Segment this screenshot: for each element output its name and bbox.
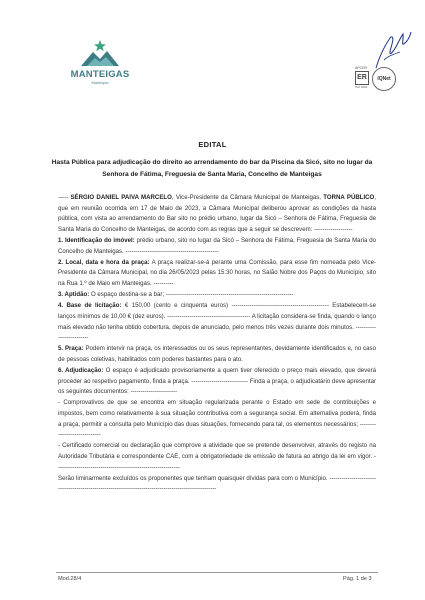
section-label: 3. Aptidão: [58, 291, 90, 299]
section-label: 2. Local, data e hora da praça: [58, 258, 150, 266]
intro-paragraph [58, 193, 376, 235]
certification-badges [355, 62, 415, 96]
apcer-label: APCER [355, 66, 368, 70]
section-text: O espaço destina-se a bar; --------------------------------------------------------------- [89, 291, 294, 299]
section-label: 1. Identificação do imóvel: [58, 236, 135, 244]
section-text: Podem intervir na praça, os interessados ou os seus representantes, devidamente identificados e, no caso de pessoas coletivas, habilitados com poderes bastantes para o ato. [58, 345, 376, 363]
section-text: € 150,00 (cento e cinquenta euros) ------------------------------------------------ Estabelecem-se lanços mínimos de 10,00 € (dez euros). ----------------------------------------- A licitação considera-se finda, quando o lanço mais elevado não tenha obtido cobertura, depois de anunciado, pelo menos três vezes durante dois minutos. ------------------------- [58, 302, 376, 342]
form-model-label: Mod.28/4 [58, 576, 82, 582]
document-title: EDITAL [198, 140, 227, 149]
section-4 [58, 301, 376, 343]
iqnet-badge: IQNet [372, 67, 396, 91]
section-3 [58, 290, 376, 301]
intro-text-1: , Vice-Presidente da Câmara Municipal de Manteigas, [171, 194, 324, 201]
municipality-logo [68, 38, 132, 98]
section-text: prédio urbano, sito no lugar da Sicó – Senhora de Fátima, Freguesia de Santa Maria do Concelho de Manteigas. ---------------------------------------------- [58, 236, 376, 255]
er-badge: ER [355, 71, 369, 85]
section-5 [58, 344, 376, 365]
logo-wordmark: MANTEIGAS [70, 69, 130, 80]
official-name: SÉRGIO DANIEL PAIVA MARCELO [70, 194, 172, 201]
intro-text-2: , que em reunião ocorrida em 17 de Maio de 2023, a Câmara Municipal deliberou aprovar as condições da hasta pública, com vista ao arrendamento do Bar sito no prédio urbano, lugar da Sicó – Senhora de Fátima, Freguesia de Santa Maria do Concelho de Manteigas, de acordo com as regras que a seguir se descrevem: ------------------- [58, 194, 377, 233]
document-body [58, 193, 376, 496]
section-text: O espaço é adjudicado provisoriamente a quem tiver oferecido o preço mais elevado, que deverá proceder ao respetivo pagamento, finda a praça. ---------------------------- Finda a praça, o adjudicatário deve apresentar os seguintes documentos: ----------------------- [58, 367, 376, 396]
section-1 [58, 236, 376, 257]
exclusion-note: Serão liminarmente excluídos os proponentes que tenham quaisquer dívidas para com o Município. ----------------------------------------------------------------------------------------------------- [58, 474, 376, 493]
logo-subtitle: Município [91, 80, 109, 85]
document-item: - Comprovativos de que se encontra em situação regularizada perante o Estado em sede de contribuições e impostos, bem como relativamente à sua situação contributiva com a segurança social. Em alternativa poderá, finda a praça, permitir a consulta pelo Município das duas situações, fornecendo para tal, os elementos necessários; ----------------------------- [58, 399, 376, 439]
page-number: Pág. 1 de 3 [343, 576, 372, 582]
section-text: A praça realizar-se-á perante uma Comissão, para esse fim nomeada pelo Vice-Presidente da Câmara Municipal, no dia 26/05/2023 pelas 15:30 horas, no Salão Nobre dos Paços do Município, sito na Rua 1.º de Maio em Manteigas. ---------- [58, 258, 376, 287]
intro-lead: ----- [58, 194, 71, 201]
footer-divider [56, 572, 378, 573]
section-2 [58, 258, 376, 290]
section-label: 6. Adjudicação: [58, 367, 104, 375]
iso-label: ISO 9001 [355, 85, 368, 89]
section-label: 4. Base de licitação: [58, 302, 122, 310]
document-heading: Hasta Pública para adjudicação do direito ao arrendamento do bar da Piscina da Sicó, sito no lugar da Senhora de Fátima, Freguesia de Santa Maria, Concelho de Manteigas [51, 159, 373, 178]
section-label: 5. Praça: [58, 345, 84, 353]
document-item: - Certificado comercial ou declaração que comprove a atividade que se pretende desenvolver, através do registo na Autoridade Tributária e correspondente CAE, com a obrigatoriedade de emissão de fatura ao abrigo da lei em vigor. ------------------------------------------------------------- [58, 442, 376, 471]
mountain-star-icon [77, 38, 123, 68]
section-6 [58, 366, 376, 398]
torna-publico: TORNA PÚBLICO [323, 194, 375, 201]
